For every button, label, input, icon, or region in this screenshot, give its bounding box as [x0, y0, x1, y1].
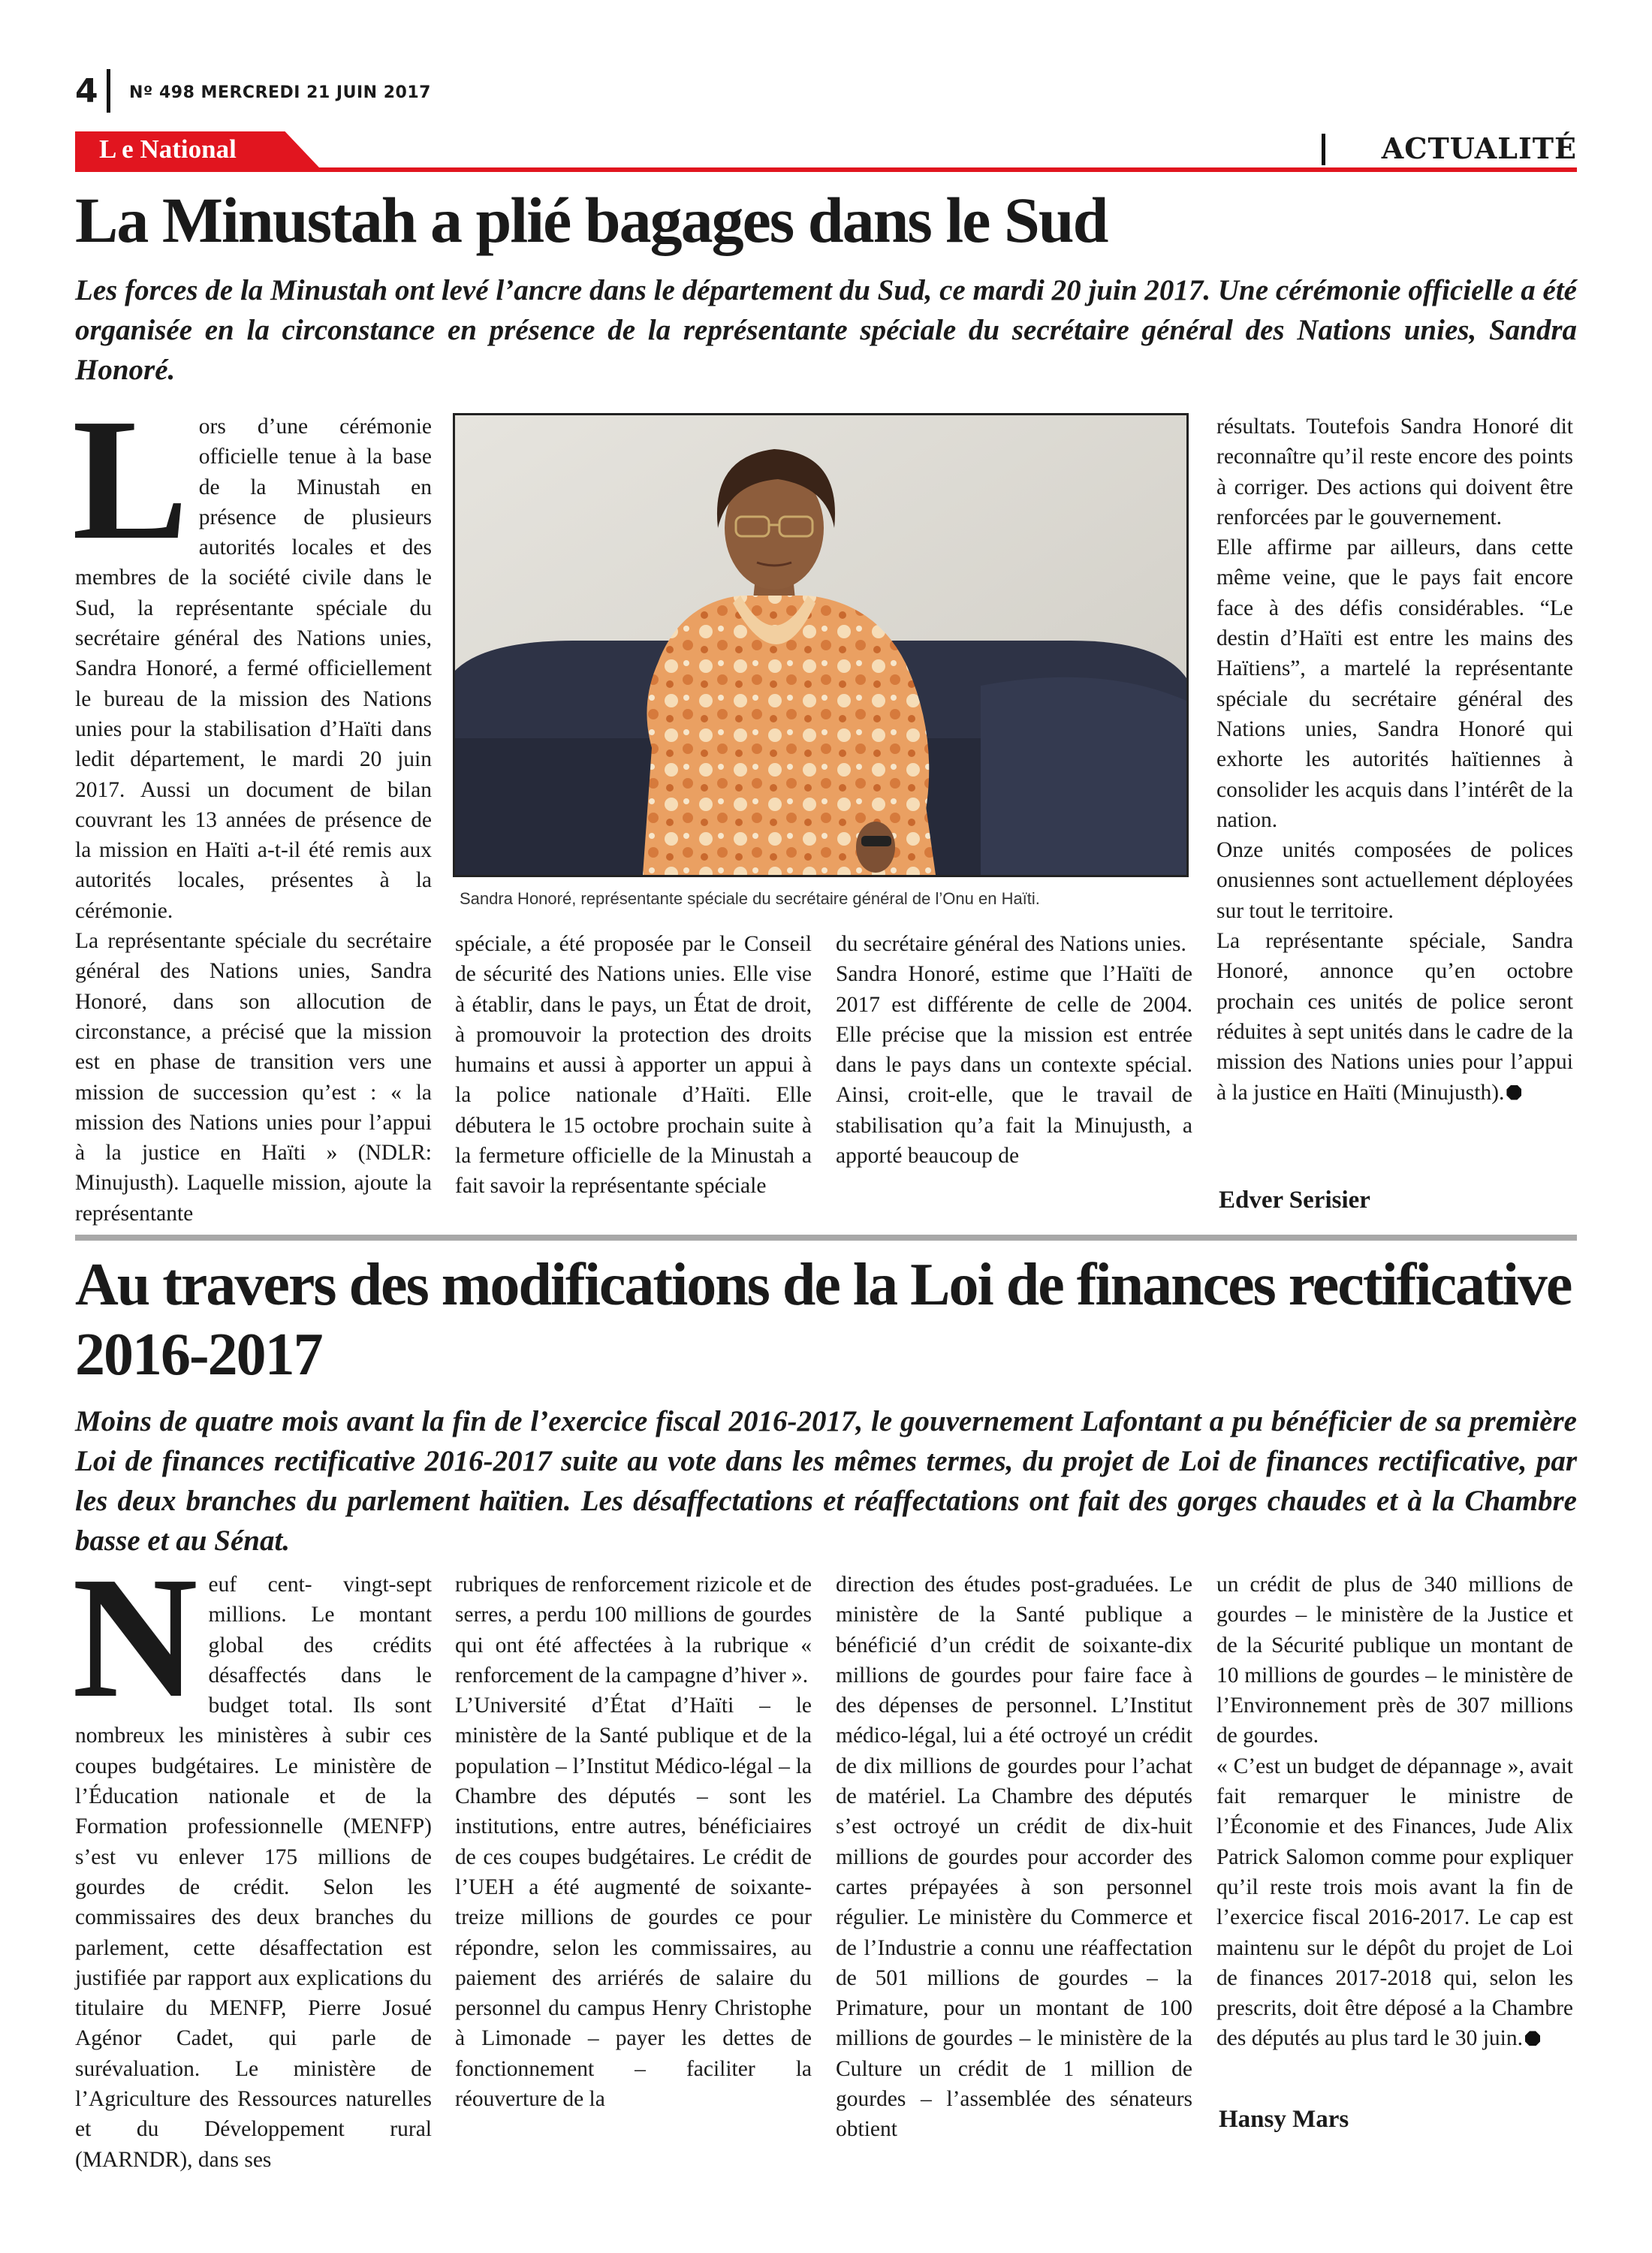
paragraph: rubriques de renforcement rizicole et de serres, a perdu 100 millions de gourdes qui ont été affectées à la rubrique « renforcement de la campagne d’hiver ». — [455, 1573, 812, 1687]
article-column-3 — [836, 929, 1192, 1222]
article-headline: Au travers des modifications de la Loi de finances rectificative 2016-2017 — [75, 1252, 1572, 1388]
article-photo — [453, 413, 1189, 877]
article-deck: Moins de quatre mois avant la fin de l’exercice fiscal 2016-2017, le gouvernement Lafontant a pu bénéficier de sa première Loi de finances rectificative 2016-2017 suite au vote dans les mêmes termes, du projet de Loi de finances rectificative, par les deux branches du parlement haïtien. Les désaffectations et réaffectations ont fait des gorges chaudes et à la Chambre basse et au Sénat. — [75, 1405, 1577, 1557]
paragraph: résultats. Toutefois Sandra Honoré dit reconnaître qu’il reste encore des points à corriger. Des actions qui doivent être renforcées par le gouvernement. — [1216, 415, 1573, 529]
section-divider — [1322, 134, 1325, 165]
issue-date: Nº 498 MERCREDI 21 JUIN 2017 — [129, 83, 431, 102]
photo-image — [455, 415, 1186, 875]
paragraph: Onze unités composées de polices onusiennes sont actuellement déployées sur tout le territoire. — [1216, 838, 1573, 923]
page-number: 4 — [75, 72, 98, 110]
end-of-article-icon — [1506, 1085, 1521, 1100]
author-byline: Hansy Mars — [1219, 2106, 1349, 2133]
paragraph: ors d’une cérémonie officielle tenue à la base de la Minustah en présence de plusieurs autorités locales et des membres de la société civile dans le Sud, la représentante spéciale du secrétaire général des Nations unies, Sandra Honoré, a fermé officiellement le bureau de la mission des Nations unies pour la stabilisation d’Haïti dans ledit département, le mardi 20 juin 2017. Aussi un document de bilan couvrant les 13 années de présence de la mission en Haïti a-t-il été remis aux autorités locales, présentes à la cérémonie. — [75, 415, 432, 923]
paragraph: Elle affirme par ailleurs, dans cette même veine, que le pays fait encore face à des défis considérables. “Le destin d’Haïti est entre les mains des Haïtiens”, a martelé la représentante spéciale du secrétaire général des Nations unies, Sandra Honoré qui exhorte les autorités haïtiennes à consolider les acquis dans l’intérêt de la nation. — [1216, 535, 1573, 832]
article-column-4 — [1216, 1570, 1573, 2095]
article-column-2 — [455, 1570, 812, 2178]
article-column-3 — [836, 1570, 1192, 2178]
article-column-1 — [72, 1541, 432, 2178]
paragraph: La représentante spéciale du secrétaire général des Nations unies, Sandra Honoré, dans son allocution de circonstance, a précisé que la mission est en phase de transition vers une mission de succession qu’est : « la mission des Nations unies pour l’appui à la justice en Haïti » (NDLR: Minujusth). Laquelle mission, ajoute la représentante — [75, 929, 432, 1226]
drop-cap: N — [72, 1541, 198, 1734]
paragraph: « C’est un budget de dépannage », avait fait remarquer le ministre de l’Économie et des Finances, Jude Alix Patrick Salomon comme pour expliquer qu’il reste trois mois avant la fin de l’exercice fiscal 2016-2017. Le cap est maintenu sur le dépôt du projet de Loi de finances 2017-2018 qui, selon les prescrits, doit être déposé a la Chambre des députés au plus tard le 30 juin. — [1216, 1754, 1573, 2051]
author-byline: Edver Serisier — [1219, 1187, 1370, 1214]
paragraph: du secrétaire général des Nations unies. — [836, 932, 1186, 956]
article-divider — [75, 1235, 1577, 1241]
paragraph: spéciale, a été proposée par le Conseil de sécurité des Nations unies. Elle vise à établir, dans le pays, un État de droit, à promouvoir la protection des droits humains et aussi à apporter un appui à la police nationale d’Haïti. Elle débutera le 15 octobre prochain suite à la fermeture officielle de la Minustah a fait savoir la représentante spéciale — [455, 932, 812, 1199]
drop-cap: L — [72, 383, 188, 576]
article-column-2 — [455, 929, 812, 1222]
paragraph: un crédit de plus de 340 millions de gourdes – le ministère de la Justice et de la Sécurité publique un montant de 10 millions de gourdes – le ministère de l’Environnement près de 307 millions de gourdes. — [1216, 1573, 1573, 1748]
article-deck: Les forces de la Minustah ont levé l’ancre dans le département du Sud, ce mardi 20 juin 2017. Une cérémonie officielle a été organisée en la circonstance en présence de la représentante spéciale du secrétaire général des Nations unies, Sandra Honoré. — [75, 274, 1577, 386]
paragraph: direction des études post-graduées. Le ministère de la Santé publique a bénéficié d’un crédit de soixante-dix millions de gourdes pour faire face à des dépenses de personnel. L’Institut médico-légal, lui a été octroyé un crédit de dix millions de gourdes pour l’achat de matériel. La Chambre des députés s’est octroyé un crédit de dix-huit millions de gourdes pour accorder des cartes prépayées à son personnel régulier. Le ministère du Commerce et de l’Industrie a connu une réaffectation de 501 millions de gourdes – la Primature, pour un montant de 100 millions de gourdes – le ministère de la Culture un crédit de 1 million de gourdes – l’assemblée des sénateurs obtient — [836, 1573, 1192, 2142]
paragraph: Sandra Honoré, estime que l’Haïti de 2017 est différente de celle de 2004. Elle précise que la mission est entrée dans le pays dans un contexte spécial. Ainsi, croit-elle, que le travail de stabilisation qu’a fait la Minujusth, a apporté beaucoup de — [836, 962, 1192, 1169]
paragraph: La représentante spéciale, Sandra Honoré, annonce qu’en octobre prochain ces unités de police seront réduites à sept unités dans le cadre de la mission des Nations unies pour l’appui à la justice en Haïti (Minujusth). — [1216, 929, 1573, 1105]
article-headline: La Minustah a plié bagages dans le Sud — [75, 184, 1108, 256]
article-column-4 — [1216, 412, 1573, 1193]
page-number-divider — [107, 69, 110, 113]
paragraph: L’Université d’État d’Haïti – le ministère de la Santé publique et de la population – l’Institut Médico-légal – la Chambre des députés – sont les institutions, entre autres, bénéficiaires de ces coupes budgétaires. Le crédit de l’UEH a été augmenté de soixante-treize millions de gourdes ce pour répondre, selon les commissaires, au paiement des arriérés de salaire du personnel du campus Henry Christophe à Limonade – payer les dettes de fonctionnement – faciliter la réouverture de la — [455, 1694, 812, 2112]
photo-caption: Sandra Honoré, représentante spéciale du secrétaire général de l’Onu en Haïti. — [460, 889, 1040, 908]
section-label: ACTUALITÉ — [1381, 131, 1577, 165]
paragraph: euf cent- vingt-sept millions. Le montant global des crédits désaffectés dans le budget total. Ils sont nombreux les ministères à subir ces coupes budgétaires. Le ministère de l’Éducation nationale et de la Formation professionnelle (MENFP) s’est vu enlever 175 millions de gourdes de crédit. Selon les commissaires des deux branches du parlement, cette désaffectation est justifiée par rapport aux explications du titulaire du MENFP, Pierre Josué Agénor Cadet, qui parle de surévaluation. Le ministère de l’Agriculture des Ressources naturelles et du Développement rural (MARNDR), dans ses — [75, 1573, 432, 2172]
article-column-1 — [72, 383, 432, 1226]
end-of-article-icon — [1525, 2031, 1540, 2046]
newspaper-brand: L e National — [99, 134, 237, 164]
